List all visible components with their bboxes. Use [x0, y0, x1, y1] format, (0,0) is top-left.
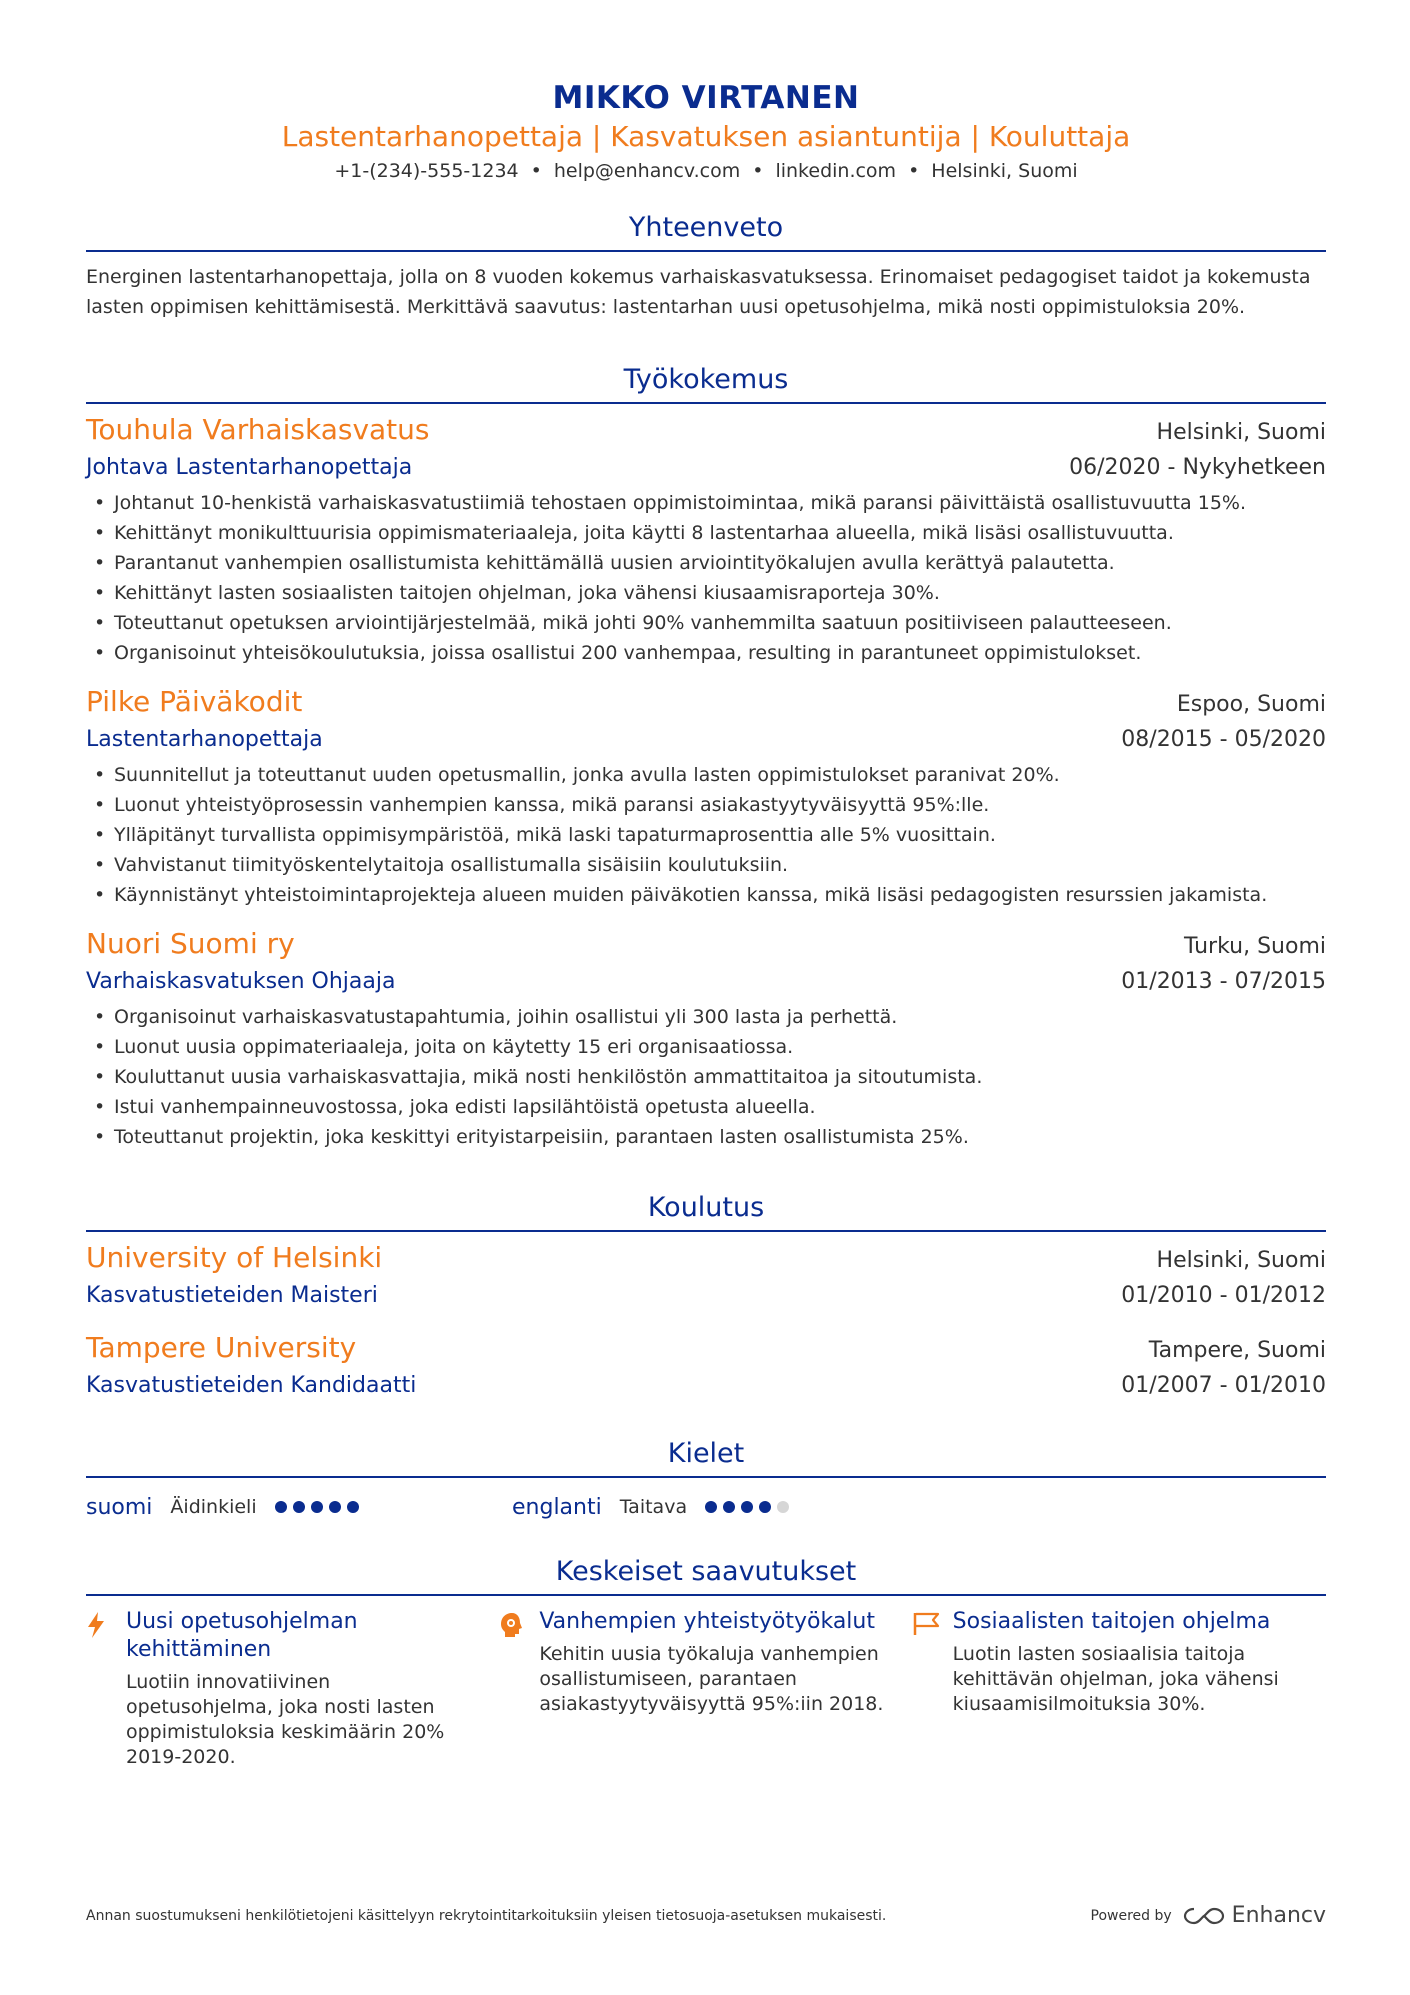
- achievement-item: [499, 1608, 912, 1770]
- language-name: suomi: [86, 1494, 153, 1520]
- section-title: Keskeiset saavutukset: [555, 1556, 857, 1587]
- job-dates: 01/2013 - 07/2015: [1121, 969, 1326, 994]
- job-location: Helsinki, Suomi: [1156, 420, 1326, 445]
- section-divider: [86, 1230, 1326, 1232]
- job-role: Johtava Lastentarhanopettaja: [86, 455, 413, 480]
- list-item: • Kehittänyt lasten sosiaalisten taitojen ohjelman, joka vähensi kiusaamisraporteja 30%.: [86, 578, 1326, 608]
- resume-header: [86, 0, 1326, 186]
- languages-section: [86, 1434, 1326, 1524]
- summary-section: [86, 208, 1326, 322]
- head-gear-icon: [499, 1608, 539, 1770]
- section-divider: [86, 250, 1326, 252]
- achievement-list: [86, 1608, 1326, 1770]
- list-item: • Luonut uusia oppimateriaaleja, joita on käytetty 15 eri organisaatiossa.: [86, 1032, 1326, 1062]
- job-bullets: [86, 1002, 1326, 1152]
- phone[interactable]: +1-(234)-555-1234: [334, 160, 519, 182]
- section-divider: [86, 1476, 1326, 1478]
- location: Helsinki, Suomi: [931, 160, 1078, 182]
- rating-dot-filled: [311, 1501, 323, 1513]
- achievement-item: [86, 1608, 499, 1770]
- resume-page: [86, 0, 1326, 1995]
- job-entry: [86, 682, 1326, 910]
- language-name: englanti: [512, 1494, 602, 1520]
- rating-dot-filled: [705, 1501, 717, 1513]
- rating-dot-filled: [759, 1501, 771, 1513]
- job-bullets: [86, 760, 1326, 910]
- brand-name: Enhancv: [1231, 1903, 1326, 1928]
- footer: [86, 1903, 1326, 1928]
- job-location: Espoo, Suomi: [1176, 692, 1326, 717]
- job-location: Turku, Suomi: [1184, 934, 1326, 959]
- school-location: Tampere, Suomi: [1148, 1338, 1326, 1363]
- achievement-title: Vanhempien yhteistyötyökalut: [539, 1609, 875, 1634]
- separator: •: [908, 160, 920, 182]
- achievement-description: Luotin lasten sosiaalisia taitoja kehittävän ohjelman, joka vähensi kiusaamisilmoituksia 30%.: [952, 1643, 1279, 1715]
- education-entry: [86, 1238, 1326, 1314]
- enhancv-logo-icon: [1182, 1905, 1226, 1927]
- candidate-title: Lastentarhanopettaja | Kasvatuksen asiantuntija | Kouluttaja: [281, 120, 1131, 153]
- job-role: Varhaiskasvatuksen Ohjaaja: [86, 969, 396, 994]
- rating-dot-empty: [777, 1501, 789, 1513]
- list-item: • Organisoinut varhaiskasvatustapahtumia, joihin osallistui yli 300 lasta ja perhettä.: [86, 1002, 1326, 1032]
- language-list: [86, 1490, 1326, 1524]
- enhancv-logo[interactable]: [1182, 1903, 1326, 1928]
- education-entry: [86, 1328, 1326, 1404]
- list-item: • Luonut yhteistyöprosessin vanhempien kanssa, mikä paransi asiakastyytyväisyyttä 95%:lle.: [86, 790, 1326, 820]
- list-item: • Käynnistänyt yhteistoimintaprojekteja alueen muiden päiväkotien kanssa, mikä lisäsi pedagogisten resurssien jakamista.: [86, 880, 1326, 910]
- company-name: Pilke Päiväkodit: [86, 685, 303, 718]
- achievement-title: Sosiaalisten taitojen ohjelma: [952, 1609, 1271, 1634]
- gdpr-consent-note: Annan suostumukseni henkilötietojeni käsittelyyn rekrytointitarkoituksiin yleisen tietosuoja-asetuksen mukaisesti.: [86, 1907, 887, 1924]
- company-name: Touhula Varhaiskasvatus: [86, 413, 430, 446]
- rating-dot-filled: [741, 1501, 753, 1513]
- powered-by-label: Powered by: [1090, 1907, 1172, 1924]
- education-section: [86, 1188, 1326, 1404]
- rating-dot-filled: [723, 1501, 735, 1513]
- section-title: Työkokemus: [623, 364, 789, 395]
- candidate-name: MIKKO VIRTANEN: [552, 80, 860, 116]
- education-dates: 01/2010 - 01/2012: [1121, 1283, 1326, 1308]
- language-level: Taitava: [619, 1496, 688, 1518]
- lightning-icon: [86, 1608, 126, 1770]
- school-location: Helsinki, Suomi: [1156, 1248, 1326, 1273]
- list-item: • Ylläpitänyt turvallista oppimisympäristöä, mikä laski tapaturmaprosenttia alle 5% vuosittain.: [86, 820, 1326, 850]
- list-item: • Istui vanhempainneuvostossa, joka edisti lapsilähtöistä opetusta alueella.: [86, 1092, 1326, 1122]
- rating-dot-filled: [347, 1501, 359, 1513]
- list-item: • Toteuttanut projektin, joka keskittyi erityistarpeisiin, parantaen lasten osallistumista 25%.: [86, 1122, 1326, 1152]
- language-item: [512, 1495, 938, 1520]
- rating-dot-filled: [329, 1501, 341, 1513]
- powered-by: [1091, 1903, 1326, 1928]
- education-dates: 01/2007 - 01/2010: [1121, 1373, 1326, 1398]
- rating-dot-filled: [275, 1501, 287, 1513]
- section-title: Koulutus: [647, 1192, 765, 1223]
- job-role: Lastentarhanopettaja: [86, 727, 323, 752]
- school-name: University of Helsinki: [86, 1241, 383, 1274]
- contact-line: [86, 156, 1326, 186]
- rating-dot-filled: [293, 1501, 305, 1513]
- list-item: • Johtanut 10-henkistä varhaiskasvatustiimiä tehostaen oppimistoimintaa, mikä paransi päivittäistä osallistuvuutta 15%.: [86, 488, 1326, 518]
- job-bullets: [86, 488, 1326, 668]
- list-item: • Kehittänyt monikulttuurisia oppimismateriaaleja, joita käytti 8 lastentarhaa alueella, mikä lisäsi osallistuvuutta.: [86, 518, 1326, 548]
- flag-icon: [913, 1608, 953, 1770]
- list-item: • Organisoinut yhteisökoulutuksia, joissa osallistui 200 vanhempaa, resulting in parantuneet oppimistulokset.: [86, 638, 1326, 668]
- list-item: • Kouluttanut uusia varhaiskasvattajia, mikä nosti henkilöstön ammattitaitoa ja sitoutumista.: [86, 1062, 1326, 1092]
- list-item: • Toteuttanut opetuksen arviointijärjestelmää, mikä johti 90% vanhemmilta saatuun positiiviseen palautteeseen.: [86, 608, 1326, 638]
- school-name: Tampere University: [86, 1331, 357, 1364]
- achievement-description: Kehitin uusia työkaluja vanhempien osallistumiseen, parantaen asiakastyytyväisyyttä 95%:iin 2018.: [539, 1643, 884, 1715]
- email[interactable]: help@enhancv.com: [553, 160, 741, 182]
- section-divider: [86, 1594, 1326, 1596]
- separator: •: [530, 160, 542, 182]
- degree: Kasvatustieteiden Kandidaatti: [86, 1373, 417, 1398]
- language-rating: [275, 1501, 365, 1513]
- experience-section: [86, 360, 1326, 1152]
- language-item: [86, 1495, 512, 1520]
- achievement-description: Luotiin innovatiivinen opetusohjelma, joka nosti lasten oppimistuloksia keskimäärin 20% 2019-2020.: [126, 1671, 445, 1768]
- list-item: • Vahvistanut tiimityöskentelytaitoja osallistumalla sisäisiin koulutuksiin.: [86, 850, 1326, 880]
- job-entry: [86, 410, 1326, 668]
- separator: •: [752, 160, 764, 182]
- language-rating: [705, 1501, 795, 1513]
- job-entry: [86, 924, 1326, 1152]
- achievements-section: [86, 1552, 1326, 1770]
- language-level: Äidinkieli: [170, 1496, 257, 1518]
- job-dates: 06/2020 - Nykyhetkeen: [1069, 455, 1326, 480]
- linkedin[interactable]: linkedin.com: [775, 160, 897, 182]
- job-dates: 08/2015 - 05/2020: [1121, 727, 1326, 752]
- list-item: • Suunnitellut ja toteuttanut uuden opetusmallin, jonka avulla lasten oppimistulokset paranivat 20%.: [86, 760, 1326, 790]
- achievement-item: [913, 1608, 1326, 1770]
- section-title: Kielet: [667, 1438, 745, 1469]
- section-divider: [86, 402, 1326, 404]
- list-item: • Parantanut vanhempien osallistumista kehittämällä uusien arviointityökalujen avulla kerättyä palautetta.: [86, 548, 1326, 578]
- achievement-title: Uusi opetusohjelman kehittäminen: [126, 1609, 358, 1662]
- degree: Kasvatustieteiden Maisteri: [86, 1283, 378, 1308]
- section-title: Yhteenveto: [628, 212, 784, 243]
- summary-text: Energinen lastentarhanopettaja, jolla on 8 vuoden kokemus varhaiskasvatuksessa. Erinomaiset pedagogiset taidot ja kokemusta lasten oppimisen kehittämisestä. Merkittävä saavutus: lastentarhan uusi opetusohjelma, mikä nosti oppimistuloksia 20%.: [86, 266, 1311, 318]
- company-name: Nuori Suomi ry: [86, 927, 295, 960]
